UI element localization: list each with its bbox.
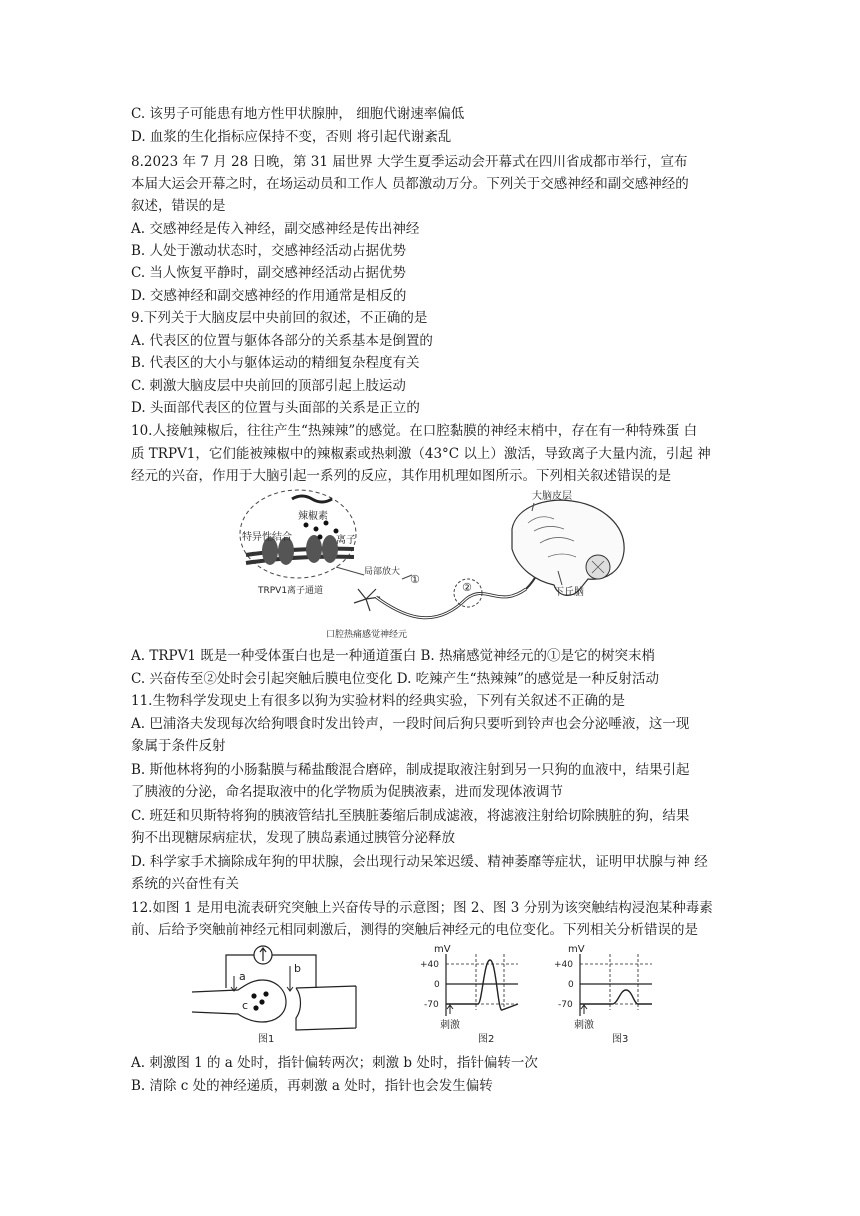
option-11d-line-1: D. 科学家手术摘除成年狗的甲状腺，会出现行动呆笨迟缓、精神萎靡等症状，证明甲状腺与神 经 — [131, 854, 708, 870]
label-capsaicin: 辣椒素 — [298, 511, 328, 522]
option-11b-line-1: B. 斯他林将狗的小肠黏膜与稀盐酸混合磨碎，制成提取液注射到另一只狗的血液中，结果引起 — [131, 762, 690, 778]
option-9a: A. 代表区的位置与躯体各部分的关系基本是倒置的 — [131, 333, 433, 349]
fig3-trace — [580, 990, 652, 1004]
option-9c: C. 刺激大脑皮层中央前回的顶部引起上肢运动 — [131, 378, 406, 394]
trpv1-channel-right — [306, 535, 338, 563]
fig2-top: +40 — [420, 960, 439, 970]
question-10-line-2: 质 TRPV1，它们能被辣椒中的辣椒素或热刺激（43°C 以上）激活，导致离子大量内流，引起 神 — [131, 446, 711, 462]
option-9d: D. 头面部代表区的位置与头面部的关系是正立的 — [131, 400, 420, 416]
option-8a: A. 交感神经是传入神经，副交感神经是传出神经 — [131, 221, 420, 237]
option-7c: C. 该男子可能患有地方性甲状腺肿， 细胞代谢速率偏低 — [131, 106, 465, 122]
option-7d: D. 血浆的生化指标应保持不变，否则 将引起代谢紊乱 — [131, 129, 452, 145]
fig3-stimulus: 刺激 — [574, 1020, 594, 1031]
brain-illustration — [512, 500, 624, 595]
dendrite-ending — [354, 589, 380, 611]
question-8-line-2: 本届大运会开幕之时，在场运动员和工作人 员都激动万分。下列关于交感神经和副交感神经的 — [131, 176, 689, 192]
marker-2: ② — [462, 581, 472, 594]
label-b: b — [294, 962, 301, 975]
label-hypothalamus: 下丘脑 — [554, 587, 584, 598]
fig3-bottom: -70 — [558, 1000, 573, 1010]
question-10-line-3: 经元的兴奋，作用于大脑引起一系列的反应，其作用机理如图所示。下列相关叙述错误的是 — [131, 468, 671, 484]
option-11c-line-2: 狗不出现糖尿病症状，发现了胰岛素通过胰管分泌释放 — [131, 830, 455, 846]
option-11c-line-1: C. 班廷和贝斯特将狗的胰液管结扎至胰脏萎缩后制成滤液，将滤液注射给切除胰脏的狗，结果 — [131, 808, 690, 824]
presynaptic-neuron — [192, 980, 286, 1022]
capsaicin-molecule — [292, 496, 332, 502]
question-12-line-1: 12.如图 1 是用电流表研究突触上兴奋传导的示意图；图 2、图 3 分别为该突触结构浸泡某种毒素 — [131, 900, 713, 916]
option-11b-line-2: 了胰液的分泌，命名提取液中的化学物质为促胰液素，进而发现体液调节 — [131, 784, 563, 800]
figure-12-fig3 — [552, 940, 662, 1050]
fig1-caption: 图1 — [258, 1034, 275, 1045]
option-11d-line-2: 系统的兴奋性有关 — [131, 876, 239, 892]
fig3-caption: 图3 — [612, 1034, 629, 1045]
option-11a-line-2: 象属于条件反射 — [131, 738, 226, 754]
fig2-stimulus: 刺激 — [440, 1020, 460, 1031]
postsynaptic-neuron — [296, 986, 356, 1030]
question-12-line-2: 前、后给予突触前神经元相同刺激后，测得的突触后神经元的电位变化。下列相关分析错误的是 — [131, 922, 698, 938]
label-oral-neuron: 口腔热痛感觉神经元 — [326, 630, 408, 640]
figure-capsaicin-mechanism — [236, 489, 636, 641]
fig3-top: +40 — [554, 960, 573, 970]
marker-1: ① — [410, 573, 420, 586]
label-specific-binding: 特异性结合 — [242, 532, 292, 543]
option-12a: A. 刺激图 1 的 a 处时，指针偏转两次；刺激 b 处时，指针偏转一次 — [131, 1055, 538, 1071]
options-10cd: C. 兴奋传至②处时会引起突触后膜电位变化 D. 吃辣产生“热辣辣”的感觉是一种反射活动 — [131, 671, 659, 687]
option-12b: B. 清除 c 处的神经递质，再刺激 a 处时，指针也会发生偏转 — [131, 1078, 493, 1094]
fig3-unit: mV — [568, 944, 585, 955]
option-8b: B. 人处于激动状态时，交感神经活动占据优势 — [131, 243, 407, 259]
label-ion: 离子 — [336, 535, 356, 546]
fig2-unit: mV — [434, 944, 451, 955]
ammeter-needle — [260, 948, 266, 961]
fig2-zero: 0 — [434, 980, 440, 990]
label-cortex: 大脑皮层 — [532, 491, 572, 502]
option-8c: C. 当人恢复平静时，副交感神经活动占据优势 — [131, 265, 406, 281]
option-9b: B. 代表区的大小与躯体运动的精细复杂程度有关 — [131, 355, 420, 371]
figure-12-fig2 — [418, 940, 528, 1050]
option-8d: D. 交感神经和副交感神经的作用通常是相反的 — [131, 288, 407, 304]
question-9: 9.下列关于大脑皮层中央前回的叙述，不正确的是 — [131, 310, 428, 326]
figure-12-synapse — [186, 940, 362, 1050]
question-10-line-1: 10.人接触辣椒后，往往产生“热辣辣”的感觉。在口腔黏膜的神经末梢中，存在有一种特殊蛋 白 — [131, 423, 698, 439]
fig2-bottom: -70 — [424, 1000, 439, 1010]
options-10ab: A. TRPV1 既是一种受体蛋白也是一种通道蛋白 B. 热痛感觉神经元的①是它的树突末梢 — [131, 648, 656, 664]
axon — [376, 589, 526, 618]
question-8-line-1: 8.2023 年 7 月 28 日晚，第 31 届世界 大学生夏季运动会开幕式在四川省成都市举行，宣布 — [131, 154, 688, 170]
label-a: a — [239, 970, 246, 983]
question-11: 11.生物科学发现史上有很多以狗为实验材料的经典实验，下列有关叙述不正确的是 — [131, 693, 625, 709]
label-local-zoom: 局部放大 — [364, 567, 401, 577]
fig3-zero: 0 — [568, 980, 574, 990]
fig2-caption: 图2 — [478, 1034, 495, 1045]
question-8-line-3: 叙述，错误的是 — [131, 198, 226, 214]
option-11a-line-1: A. 巴浦洛夫发现每次给狗喂食时发出铃声，一段时间后狗只要听到铃声也会分泌唾液，这一现 — [131, 716, 690, 732]
label-c: c — [242, 999, 249, 1012]
fig2-trace — [446, 960, 518, 1010]
label-trpv1-channel: TRPV1离子通道 — [258, 586, 324, 596]
